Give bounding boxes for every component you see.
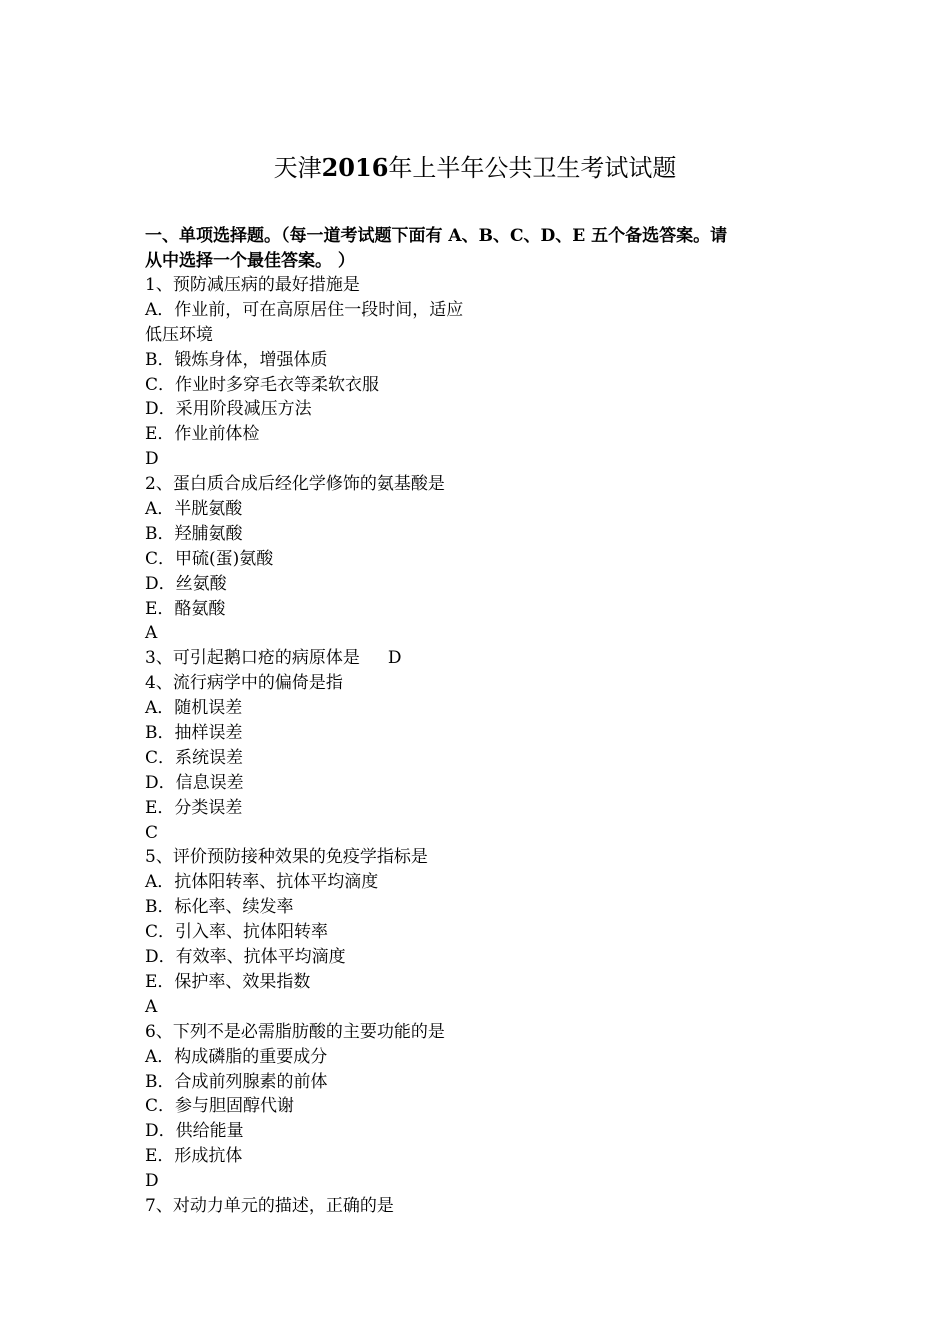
question-list <box>145 273 815 1219</box>
question-5-option-c: C．引入率、抗体阳转率 <box>145 922 329 943</box>
question-6-option-e: E．形成抗体 <box>145 1146 243 1167</box>
question-1-option-b: B．锻炼身体，增强体质 <box>145 349 328 370</box>
question-6-answer: D <box>145 1171 159 1192</box>
question-4-option-e: E．分类误差 <box>145 797 243 818</box>
title-year: 2016 <box>321 153 389 182</box>
question-3-line <box>145 646 815 671</box>
section-heading-line-1: 一、单项选择题。（每一道考试题下面有 A、B、C、D、E 五个备选答案。请 <box>145 226 728 246</box>
question-6-option-c: C．参与胆固醇代谢 <box>145 1096 295 1117</box>
question-2-stem: 2、蛋白质合成后经化学修饰的氨基酸是 <box>145 474 445 495</box>
question-2-option-a: A．半胱氨酸 <box>145 499 243 520</box>
question-7-stem: 7、对动力单元的描述，正确的是 <box>145 1195 394 1216</box>
question-4-option-c: C．系统误差 <box>145 747 244 768</box>
question-5-option-b: B．标化率、续发率 <box>145 897 294 918</box>
question-1-stem: 1、预防减压病的最好措施是 <box>145 275 360 295</box>
question-1-option-d: D．采用阶段减压方法 <box>145 399 312 420</box>
question-6-option-d: D．供给能量 <box>145 1121 244 1142</box>
question-2-option-b: B．羟脯氨酸 <box>145 523 243 544</box>
question-1-option-a: A．作业前，可在高原居住一段时间，适应 <box>145 299 464 320</box>
question-4-stem: 4、流行病学中的偏倚是指 <box>145 673 343 694</box>
question-5-option-a: A．抗体阳转率、抗体平均滴度 <box>145 872 379 893</box>
question-3-answer: D <box>387 648 402 669</box>
section-heading-line-2: 从中选择一个最佳答案。 ） <box>145 251 355 271</box>
section-heading <box>145 224 815 274</box>
question-2-option-c: C．甲硫(蛋)氨酸 <box>145 548 274 569</box>
question-4-answer: C <box>145 822 159 843</box>
question-5-option-d: D．有效率、抗体平均滴度 <box>145 947 346 968</box>
question-5-answer: A <box>145 996 158 1017</box>
question-1-answer: D <box>145 449 159 470</box>
question-5-stem: 5、评价预防接种效果的免疫学指标是 <box>145 847 428 868</box>
document-title <box>0 150 950 186</box>
question-5-option-e: E．保护率、效果指数 <box>145 971 311 992</box>
question-2-option-e: E．酪氨酸 <box>145 598 226 619</box>
title-prefix: 天津 <box>273 154 322 182</box>
question-1-option-e: E．作业前体检 <box>145 424 260 445</box>
question-1-option-c: C．作业时多穿毛衣等柔软衣服 <box>145 374 380 395</box>
question-2-option-d: D．丝氨酸 <box>145 573 227 594</box>
question-6-option-a: A．构成磷脂的重要成分 <box>145 1046 328 1067</box>
question-6-option-b: B．合成前列腺素的前体 <box>145 1071 328 1092</box>
title-suffix: 年上半年公共卫生考试试题 <box>388 154 677 182</box>
question-3-stem: 3、可引起鹅口疮的病原体是 <box>145 648 360 669</box>
question-4-option-a: A．随机误差 <box>145 698 243 719</box>
question-1-option-a-continued: 低压环境 <box>145 324 213 345</box>
question-4-option-d: D．信息误差 <box>145 772 244 793</box>
question-2-answer: A <box>145 623 158 644</box>
question-6-stem: 6、下列不是必需脂肪酸的主要功能的是 <box>145 1021 445 1042</box>
question-4-option-b: B．抽样误差 <box>145 723 243 744</box>
